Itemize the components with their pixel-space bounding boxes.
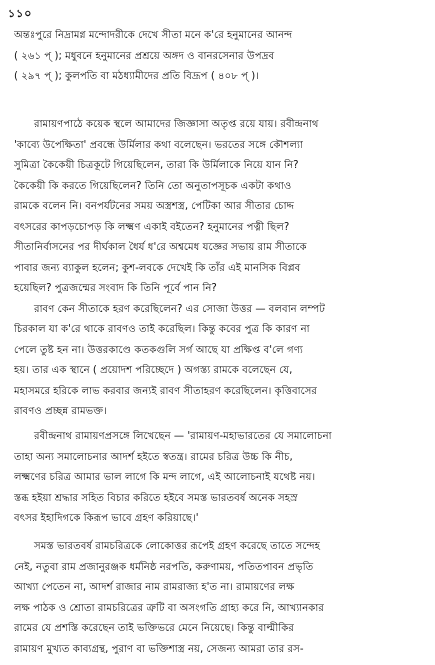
text-line: রামকে বলেন নি। বনপর্যটনের সময় অস্ত্রশস্ত্র, পেটিকা আর সীতার চোদ্দ [14,201,295,212]
text-line: লক্ষ্মণের চরিত্র আমার ভাল লাগে কি মন্দ লাগে, এই আলোচনাই যথেষ্ট নয়। [14,472,316,483]
text-line: 'কাব্যে উপেক্ষিতা' প্রবন্ধে উর্মিলার কথা বলেছেন। ভরতের সঙ্গে কৌশল্যা [14,139,303,151]
paragraph-1 [14,26,424,88]
text-line: বৎসর ইহাদিগকে কিরূপ ভাবে গ্রহণ করিয়াছে।' [14,513,199,524]
text-line: তাহা অন্য সমালোচনার আদর্শ হইতে স্বতন্ত্র। রামের চরিত্র উচ্চ কি নীচ, [14,451,293,463]
text-line: লক্ষ পাঠক ও শ্রোতা রামচরিত্রের ত্রুটি বা অসংগতি গ্রাহ্য করে নি, আখ্যানকার [14,602,324,614]
text-line: রাবণও প্রচ্ছন্ন রামভক্ত। [14,406,107,417]
text-line: আখ্যা পেতেন না, আদর্শ রাজার নাম রামরাজ্য হ'ত না। রামায়ণের লক্ষ [14,582,295,593]
text-line: রামের যে প্রশস্তি করেছেন তাই ভক্তিভরে মেনে নিয়েছে। কিন্তু বাল্মীকির [14,623,294,634]
paragraph-4 [14,537,424,660]
paragraph-3 [14,427,424,530]
text-line: হয়। তার এক স্থানে ( প্রয়োদশ পরিচ্ছেদে ) অগস্ত্য রামকে বলেছেন যে, [14,365,293,376]
text-line: নেই, নতুবা রাম প্রজানুরঞ্জক ধর্মনিষ্ঠ নরপতি, করুণাময়, পতিতপাবন প্রভৃতি [14,561,314,573]
text-line: মহাসমরে হরিকে লাভ করবার জন্যই রাবণ সীতাহরণ করেছিলেন। কৃত্তিবাসের [14,385,318,397]
text-line: সুমিত্রা কৈকেয়ী চিত্রকূটে গিয়েছিলেন, তারা কি উর্মিলাকে নিয়ে যান নি? [14,160,299,171]
text-line: রামায়ণ মুখ্যত কাব্যগ্রন্থ, পুরাণ বা ভক্তিশাস্ত্র নয়, সেজন্য আমরা তার রস- [14,643,304,655]
text-line: চিরকাল যা ক'রে থাকে রাবণও তাই করেছিল। কিন্তু কবের পুত্র কি কারণ না [14,324,310,335]
text-line: পাবার জন্য ব্যাকুল হলেন; কুশ-লবকে দেখেই কি তাঁর এই মানসিক বিপ্লব [14,262,301,274]
text-line: কৈকেয়ী কি করতে গিয়েছিলেন? তিনি তো অনুতাপসূচক একটা কথাও [14,180,292,192]
text-line: ( ২৬১ প্‌ ); মধুবনে হনুমানের প্রশ্রয়ে অঙ্গদ ও বানরসেনার উপদ্রব [14,50,275,62]
text-line: অন্তঃপুরে নিদ্রামগ্ন মন্দোদরীকে দেখে সীতা মনে ক'রে হনুমানের আনন্দ [14,30,293,41]
paragraph-2 [14,115,424,423]
text-line: রাবণ কেন সীতাকে হরণ করেছিলেন? এর সোজা উত্তর — বলবান লম্পট [34,303,325,315]
text-line: ( ২৯৭ প্‌ ); কুলপতি বা মঠধ্যামীদের প্রতি বিদ্রূপ ( ৪০৮ প্‌ )। [14,71,259,82]
text-line: রবীন্দ্রনাথ রামায়ণপ্রসঙ্গে লিখেছেন — 'রামায়ণ-মহাভারতের যে সমালোচনা [34,431,332,442]
text-line: সীতানির্বাসনের পর দীর্ঘকাল ধৈর্য ধ'রে অশ্বমেধ যজ্ঞের সভায় রাম সীতাকে [14,242,307,253]
text-line: বৎসরের কাপড়চোপড় কি লক্ষ্মণ একাই বইতেন? হনুমানের পত্নী ছিল? [14,221,290,233]
text-line: রামায়ণপাঠে কয়েক স্থলে আমাদের জিজ্ঞাসা অতৃপ্ত রয়ে যায়। রবীন্দ্রনাথ [34,119,319,130]
text-line: পেলে তুষ্ট হন না। উত্তরকাণ্ডে কতকগুলি সর্গ আছে যা প্রক্ষিপ্ত ব'লে গণ্য [14,344,303,356]
page-number: ১১০ [8,7,33,20]
text-line: স্তব্ধ হইয়া শ্রদ্ধার সহিত বিচার করিতে হইবে সমস্ত ভারতবর্ষ অনেক সহস্র [14,492,298,504]
text-line: হয়েছিল? পুত্রজন্মের সংবাদ কি তিনি পূর্বে পান নি? [14,283,217,294]
text-line: সমস্ত ভারতবর্ষ রামচরিত্রকে লোকোত্তর রূপেই গ্রহণ করেছে তাতে সন্দেহ [34,541,321,552]
